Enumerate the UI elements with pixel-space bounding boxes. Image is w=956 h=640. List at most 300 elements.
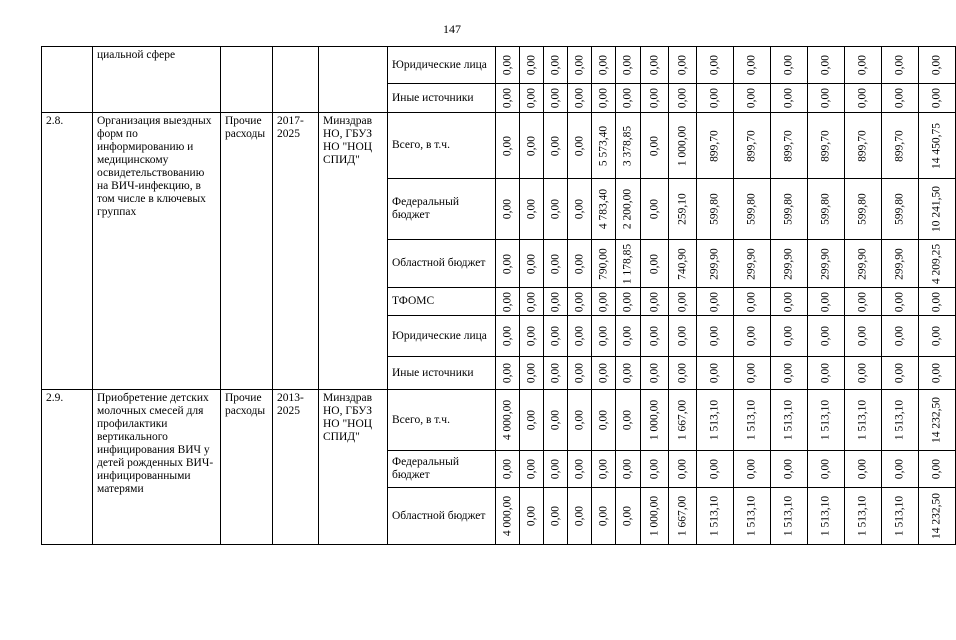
amount-value: 0,00 bbox=[501, 87, 513, 109]
expense-category bbox=[221, 47, 273, 113]
amount-cell bbox=[568, 84, 592, 113]
amount-cell bbox=[568, 179, 592, 240]
amount-value: 0,00 bbox=[930, 325, 943, 347]
amount-cell bbox=[641, 113, 669, 179]
amount-value: 0,00 bbox=[621, 325, 634, 347]
amount-value: 0,00 bbox=[819, 458, 832, 480]
amount-cell bbox=[592, 179, 616, 240]
amount-cell bbox=[697, 288, 734, 316]
amount-cell bbox=[496, 451, 520, 488]
amount-cell bbox=[496, 288, 520, 316]
amount-cell bbox=[734, 113, 771, 179]
amount-value: 0,00 bbox=[648, 458, 660, 480]
amount-cell bbox=[616, 47, 641, 84]
amount-value: 0,00 bbox=[501, 458, 513, 480]
amount-cell bbox=[919, 240, 956, 288]
amount-value: 1 513,10 bbox=[893, 399, 906, 441]
amount-value: 1 513,10 bbox=[745, 399, 758, 441]
table-row bbox=[42, 390, 956, 451]
amount-value: 299,90 bbox=[782, 247, 795, 280]
amount-value: 0,00 bbox=[525, 54, 537, 76]
amount-value: 0,00 bbox=[525, 291, 537, 312]
item-name: циальной сфере bbox=[93, 47, 221, 113]
amount-value: 0,00 bbox=[525, 253, 537, 274]
amount-value: 0,00 bbox=[573, 458, 585, 480]
amount-cell bbox=[568, 316, 592, 357]
financing-table-body bbox=[42, 47, 956, 545]
amount-cell bbox=[734, 390, 771, 451]
amount-value: 0,00 bbox=[745, 362, 758, 384]
amount-value: 0,00 bbox=[745, 87, 758, 109]
amount-cell bbox=[496, 357, 520, 390]
amount-value: 0,00 bbox=[648, 362, 660, 384]
amount-value: 0,00 bbox=[708, 458, 721, 480]
amount-cell bbox=[544, 288, 568, 316]
amount-cell bbox=[616, 357, 641, 390]
amount-cell bbox=[669, 113, 697, 179]
amount-cell bbox=[771, 316, 808, 357]
amount-value: 0,00 bbox=[819, 362, 832, 384]
amount-value: 0,00 bbox=[621, 362, 634, 384]
amount-cell bbox=[496, 390, 520, 451]
funding-source: Областной бюджет bbox=[388, 488, 496, 545]
amount-cell bbox=[669, 451, 697, 488]
amount-cell bbox=[544, 84, 568, 113]
amount-value: 0,00 bbox=[621, 87, 634, 109]
amount-value: 0,00 bbox=[525, 409, 537, 431]
amount-value: 0,00 bbox=[549, 87, 561, 109]
amount-cell bbox=[616, 113, 641, 179]
amount-value: 0,00 bbox=[549, 291, 561, 312]
amount-cell bbox=[808, 357, 845, 390]
amount-value: 0,00 bbox=[621, 54, 634, 76]
funding-source: Юридические лица bbox=[388, 316, 496, 357]
amount-value: 299,90 bbox=[893, 247, 906, 280]
amount-value: 14 450,75 bbox=[930, 122, 943, 169]
amount-value: 299,90 bbox=[819, 247, 832, 280]
amount-value: 1 513,10 bbox=[856, 495, 869, 537]
amount-cell bbox=[616, 451, 641, 488]
amount-cell bbox=[919, 390, 956, 451]
amount-cell bbox=[845, 488, 882, 545]
amount-value: 4 000,00 bbox=[501, 495, 513, 537]
amount-cell bbox=[568, 488, 592, 545]
amount-value: 0,00 bbox=[782, 87, 795, 109]
amount-cell bbox=[520, 179, 544, 240]
funding-source: Иные источники bbox=[388, 84, 496, 113]
amount-value: 0,00 bbox=[573, 54, 585, 76]
amount-cell bbox=[697, 488, 734, 545]
amount-cell bbox=[641, 47, 669, 84]
amount-cell bbox=[616, 316, 641, 357]
amount-value: 0,00 bbox=[573, 135, 585, 156]
amount-cell bbox=[845, 451, 882, 488]
amount-cell bbox=[496, 488, 520, 545]
amount-cell bbox=[520, 84, 544, 113]
implementation-period: 2013-2025 bbox=[273, 390, 319, 545]
amount-cell bbox=[734, 47, 771, 84]
amount-value: 599,80 bbox=[708, 193, 721, 225]
amount-value: 0,00 bbox=[819, 87, 832, 109]
amount-value: 0,00 bbox=[525, 325, 537, 347]
financing-table bbox=[41, 46, 956, 545]
amount-cell bbox=[544, 113, 568, 179]
amount-cell bbox=[592, 488, 616, 545]
amount-cell bbox=[496, 47, 520, 84]
amount-cell bbox=[641, 451, 669, 488]
amount-cell bbox=[845, 390, 882, 451]
amount-value: 0,00 bbox=[648, 198, 660, 220]
amount-value: 0,00 bbox=[893, 458, 906, 480]
amount-value: 0,00 bbox=[549, 409, 561, 431]
amount-cell bbox=[845, 179, 882, 240]
amount-value: 1 513,10 bbox=[819, 495, 832, 537]
amount-value: 0,00 bbox=[782, 291, 795, 312]
amount-value: 0,00 bbox=[573, 362, 585, 384]
amount-cell bbox=[520, 357, 544, 390]
amount-cell bbox=[808, 84, 845, 113]
amount-cell bbox=[734, 179, 771, 240]
amount-value: 740,90 bbox=[676, 247, 688, 280]
amount-cell bbox=[669, 47, 697, 84]
amount-value: 299,90 bbox=[745, 247, 758, 280]
amount-value: 0,00 bbox=[525, 458, 537, 480]
amount-value: 0,00 bbox=[621, 409, 634, 431]
amount-value: 0,00 bbox=[930, 291, 943, 312]
amount-cell bbox=[845, 316, 882, 357]
amount-value: 0,00 bbox=[782, 458, 795, 480]
amount-value: 1 513,10 bbox=[745, 495, 758, 537]
amount-value: 14 232,50 bbox=[930, 397, 943, 443]
amount-value: 0,00 bbox=[708, 54, 721, 76]
amount-value: 0,00 bbox=[549, 54, 561, 76]
item-index: 2.8. bbox=[42, 113, 93, 390]
amount-value: 0,00 bbox=[501, 135, 513, 156]
amount-value: 0,00 bbox=[893, 325, 906, 347]
amount-value: 0,00 bbox=[501, 362, 513, 384]
amount-value: 0,00 bbox=[676, 325, 688, 347]
amount-value: 0,00 bbox=[573, 87, 585, 109]
amount-cell bbox=[496, 240, 520, 288]
amount-cell bbox=[568, 451, 592, 488]
amount-value: 0,00 bbox=[525, 135, 537, 156]
amount-value: 0,00 bbox=[501, 198, 513, 220]
amount-cell bbox=[641, 488, 669, 545]
amount-value: 0,00 bbox=[597, 409, 609, 431]
amount-value: 0,00 bbox=[549, 458, 561, 480]
amount-value: 0,00 bbox=[501, 253, 513, 274]
amount-cell bbox=[496, 179, 520, 240]
amount-cell bbox=[771, 390, 808, 451]
amount-cell bbox=[592, 390, 616, 451]
amount-value: 599,80 bbox=[782, 193, 795, 225]
amount-value: 0,00 bbox=[856, 458, 869, 480]
amount-cell bbox=[641, 240, 669, 288]
amount-cell bbox=[592, 240, 616, 288]
amount-value: 0,00 bbox=[676, 87, 688, 109]
amount-cell bbox=[544, 47, 568, 84]
amount-cell bbox=[771, 47, 808, 84]
amount-cell bbox=[845, 357, 882, 390]
amount-value: 0,00 bbox=[745, 54, 758, 76]
amount-value: 299,90 bbox=[708, 247, 721, 280]
amount-value: 1 513,10 bbox=[893, 495, 906, 537]
amount-cell bbox=[734, 316, 771, 357]
amount-value: 0,00 bbox=[745, 325, 758, 347]
amount-value: 1 667,00 bbox=[676, 399, 688, 441]
amount-cell bbox=[641, 316, 669, 357]
amount-value: 2 200,00 bbox=[621, 188, 634, 230]
funding-source: Всего, в т.ч. bbox=[388, 390, 496, 451]
amount-cell bbox=[520, 240, 544, 288]
item-index: 2.9. bbox=[42, 390, 93, 545]
amount-value: 1 513,10 bbox=[708, 495, 721, 537]
amount-cell bbox=[808, 288, 845, 316]
amount-value: 0,00 bbox=[930, 87, 943, 109]
amount-cell bbox=[919, 488, 956, 545]
amount-cell bbox=[520, 288, 544, 316]
amount-value: 0,00 bbox=[549, 135, 561, 156]
executor bbox=[319, 47, 388, 113]
amount-value: 1 513,10 bbox=[856, 399, 869, 441]
amount-cell bbox=[697, 179, 734, 240]
amount-cell bbox=[669, 84, 697, 113]
amount-value: 259,10 bbox=[676, 193, 688, 225]
amount-cell bbox=[919, 113, 956, 179]
amount-value: 0,00 bbox=[501, 325, 513, 347]
amount-value: 0,00 bbox=[597, 505, 609, 527]
amount-cell bbox=[641, 84, 669, 113]
amount-cell bbox=[669, 390, 697, 451]
amount-cell bbox=[697, 84, 734, 113]
amount-value: 0,00 bbox=[573, 291, 585, 312]
amount-value: 0,00 bbox=[648, 54, 660, 76]
amount-cell bbox=[568, 288, 592, 316]
amount-cell bbox=[697, 390, 734, 451]
amount-value: 0,00 bbox=[708, 325, 721, 347]
amount-value: 0,00 bbox=[501, 54, 513, 76]
amount-value: 0,00 bbox=[573, 325, 585, 347]
amount-cell bbox=[592, 288, 616, 316]
amount-cell bbox=[882, 316, 919, 357]
amount-cell bbox=[496, 316, 520, 357]
amount-value: 10 241,50 bbox=[930, 186, 943, 232]
amount-cell bbox=[919, 316, 956, 357]
amount-value: 0,00 bbox=[782, 54, 795, 76]
amount-value: 0,00 bbox=[549, 505, 561, 527]
amount-cell bbox=[669, 240, 697, 288]
amount-value: 0,00 bbox=[573, 253, 585, 274]
amount-cell bbox=[592, 316, 616, 357]
amount-cell bbox=[771, 288, 808, 316]
amount-value: 899,70 bbox=[893, 129, 906, 162]
amount-cell bbox=[592, 84, 616, 113]
amount-cell bbox=[734, 357, 771, 390]
amount-cell bbox=[882, 179, 919, 240]
amount-value: 1 513,10 bbox=[708, 399, 721, 441]
amount-value: 299,90 bbox=[856, 247, 869, 280]
amount-value: 1 667,00 bbox=[676, 495, 688, 537]
amount-value: 0,00 bbox=[549, 253, 561, 274]
amount-value: 0,00 bbox=[856, 362, 869, 384]
amount-cell bbox=[882, 451, 919, 488]
amount-value: 0,00 bbox=[549, 325, 561, 347]
table-row bbox=[42, 47, 956, 84]
amount-cell bbox=[771, 113, 808, 179]
amount-cell bbox=[808, 113, 845, 179]
amount-cell bbox=[669, 179, 697, 240]
amount-cell bbox=[520, 451, 544, 488]
amount-cell bbox=[616, 84, 641, 113]
amount-value: 0,00 bbox=[930, 54, 943, 76]
amount-value: 0,00 bbox=[597, 362, 609, 384]
amount-cell bbox=[734, 84, 771, 113]
funding-source: Областной бюджет bbox=[388, 240, 496, 288]
amount-value: 899,70 bbox=[745, 129, 758, 162]
amount-cell bbox=[919, 84, 956, 113]
amount-value: 0,00 bbox=[676, 54, 688, 76]
amount-value: 0,00 bbox=[648, 135, 660, 156]
amount-cell bbox=[845, 84, 882, 113]
amount-value: 0,00 bbox=[573, 198, 585, 220]
amount-value: 0,00 bbox=[893, 54, 906, 76]
amount-value: 5 573,40 bbox=[597, 125, 609, 166]
amount-cell bbox=[882, 390, 919, 451]
amount-value: 14 232,50 bbox=[930, 493, 943, 539]
amount-cell bbox=[544, 488, 568, 545]
amount-value: 0,00 bbox=[525, 505, 537, 527]
amount-value: 0,00 bbox=[856, 325, 869, 347]
amount-value: 0,00 bbox=[708, 362, 721, 384]
amount-cell bbox=[697, 357, 734, 390]
amount-value: 0,00 bbox=[856, 87, 869, 109]
amount-cell bbox=[697, 240, 734, 288]
amount-value: 1 513,10 bbox=[819, 399, 832, 441]
amount-cell bbox=[697, 47, 734, 84]
amount-value: 0,00 bbox=[708, 291, 721, 312]
amount-value: 1 513,10 bbox=[782, 399, 795, 441]
amount-value: 0,00 bbox=[893, 362, 906, 384]
amount-value: 0,00 bbox=[819, 291, 832, 312]
amount-cell bbox=[544, 179, 568, 240]
amount-cell bbox=[616, 488, 641, 545]
amount-cell bbox=[520, 47, 544, 84]
amount-value: 0,00 bbox=[573, 505, 585, 527]
amount-cell bbox=[734, 288, 771, 316]
amount-cell bbox=[697, 451, 734, 488]
amount-value: 0,00 bbox=[676, 362, 688, 384]
amount-cell bbox=[882, 113, 919, 179]
amount-cell bbox=[919, 357, 956, 390]
amount-cell bbox=[882, 84, 919, 113]
item-name: Приобретение детских молочных смесей для профилактики вертикального инфицирования ВИЧ у детей рожденных ВИЧ-инфицированными матерями bbox=[93, 390, 221, 545]
amount-cell bbox=[771, 488, 808, 545]
item-index bbox=[42, 47, 93, 113]
amount-value: 0,00 bbox=[525, 362, 537, 384]
amount-cell bbox=[919, 179, 956, 240]
amount-value: 0,00 bbox=[573, 409, 585, 431]
amount-cell bbox=[734, 240, 771, 288]
amount-cell bbox=[544, 451, 568, 488]
amount-cell bbox=[808, 488, 845, 545]
amount-cell bbox=[919, 47, 956, 84]
amount-value: 899,70 bbox=[782, 129, 795, 162]
amount-cell bbox=[520, 390, 544, 451]
amount-cell bbox=[697, 316, 734, 357]
amount-value: 599,80 bbox=[856, 193, 869, 225]
amount-value: 0,00 bbox=[676, 458, 688, 480]
amount-value: 0,00 bbox=[597, 87, 609, 109]
amount-cell bbox=[882, 288, 919, 316]
amount-value: 3 378,85 bbox=[621, 125, 634, 166]
amount-cell bbox=[669, 288, 697, 316]
amount-cell bbox=[616, 240, 641, 288]
amount-cell bbox=[808, 316, 845, 357]
implementation-period: 2017-2025 bbox=[273, 113, 319, 390]
amount-cell bbox=[641, 357, 669, 390]
amount-cell bbox=[520, 316, 544, 357]
implementation-period bbox=[273, 47, 319, 113]
amount-cell bbox=[616, 390, 641, 451]
amount-value: 1 178,85 bbox=[621, 243, 634, 284]
amount-cell bbox=[568, 390, 592, 451]
amount-cell bbox=[845, 113, 882, 179]
amount-cell bbox=[771, 240, 808, 288]
funding-source: Юридические лица bbox=[388, 47, 496, 84]
amount-cell bbox=[882, 488, 919, 545]
amount-value: 0,00 bbox=[621, 458, 634, 480]
amount-value: 1 513,10 bbox=[782, 495, 795, 537]
funding-source: ТФОМС bbox=[388, 288, 496, 316]
amount-cell bbox=[568, 357, 592, 390]
amount-cell bbox=[496, 84, 520, 113]
amount-cell bbox=[919, 451, 956, 488]
amount-cell bbox=[845, 47, 882, 84]
amount-cell bbox=[592, 357, 616, 390]
amount-value: 0,00 bbox=[819, 54, 832, 76]
amount-cell bbox=[845, 240, 882, 288]
amount-cell bbox=[592, 451, 616, 488]
amount-cell bbox=[568, 240, 592, 288]
amount-cell bbox=[544, 357, 568, 390]
amount-value: 0,00 bbox=[597, 291, 609, 312]
amount-cell bbox=[697, 113, 734, 179]
amount-value: 0,00 bbox=[597, 458, 609, 480]
amount-value: 0,00 bbox=[819, 325, 832, 347]
amount-value: 0,00 bbox=[856, 291, 869, 312]
amount-value: 0,00 bbox=[745, 291, 758, 312]
amount-cell bbox=[568, 113, 592, 179]
amount-value: 599,80 bbox=[819, 193, 832, 225]
amount-value: 599,80 bbox=[893, 193, 906, 225]
amount-cell bbox=[808, 47, 845, 84]
amount-cell bbox=[641, 288, 669, 316]
amount-value: 0,00 bbox=[930, 362, 943, 384]
amount-cell bbox=[808, 179, 845, 240]
amount-value: 899,70 bbox=[708, 129, 721, 162]
funding-source: Всего, в т.ч. bbox=[388, 113, 496, 179]
amount-cell bbox=[544, 390, 568, 451]
amount-cell bbox=[669, 488, 697, 545]
amount-cell bbox=[520, 488, 544, 545]
item-name: Организация выездных форм по информированию и медицинскому освидетельствованию на ВИЧ-инфекцию, в том числе в ключевых группах bbox=[93, 113, 221, 390]
amount-cell bbox=[882, 47, 919, 84]
amount-cell bbox=[544, 240, 568, 288]
amount-cell bbox=[808, 451, 845, 488]
amount-value: 0,00 bbox=[648, 325, 660, 347]
amount-value: 1 000,00 bbox=[676, 125, 688, 166]
amount-value: 0,00 bbox=[621, 505, 634, 527]
